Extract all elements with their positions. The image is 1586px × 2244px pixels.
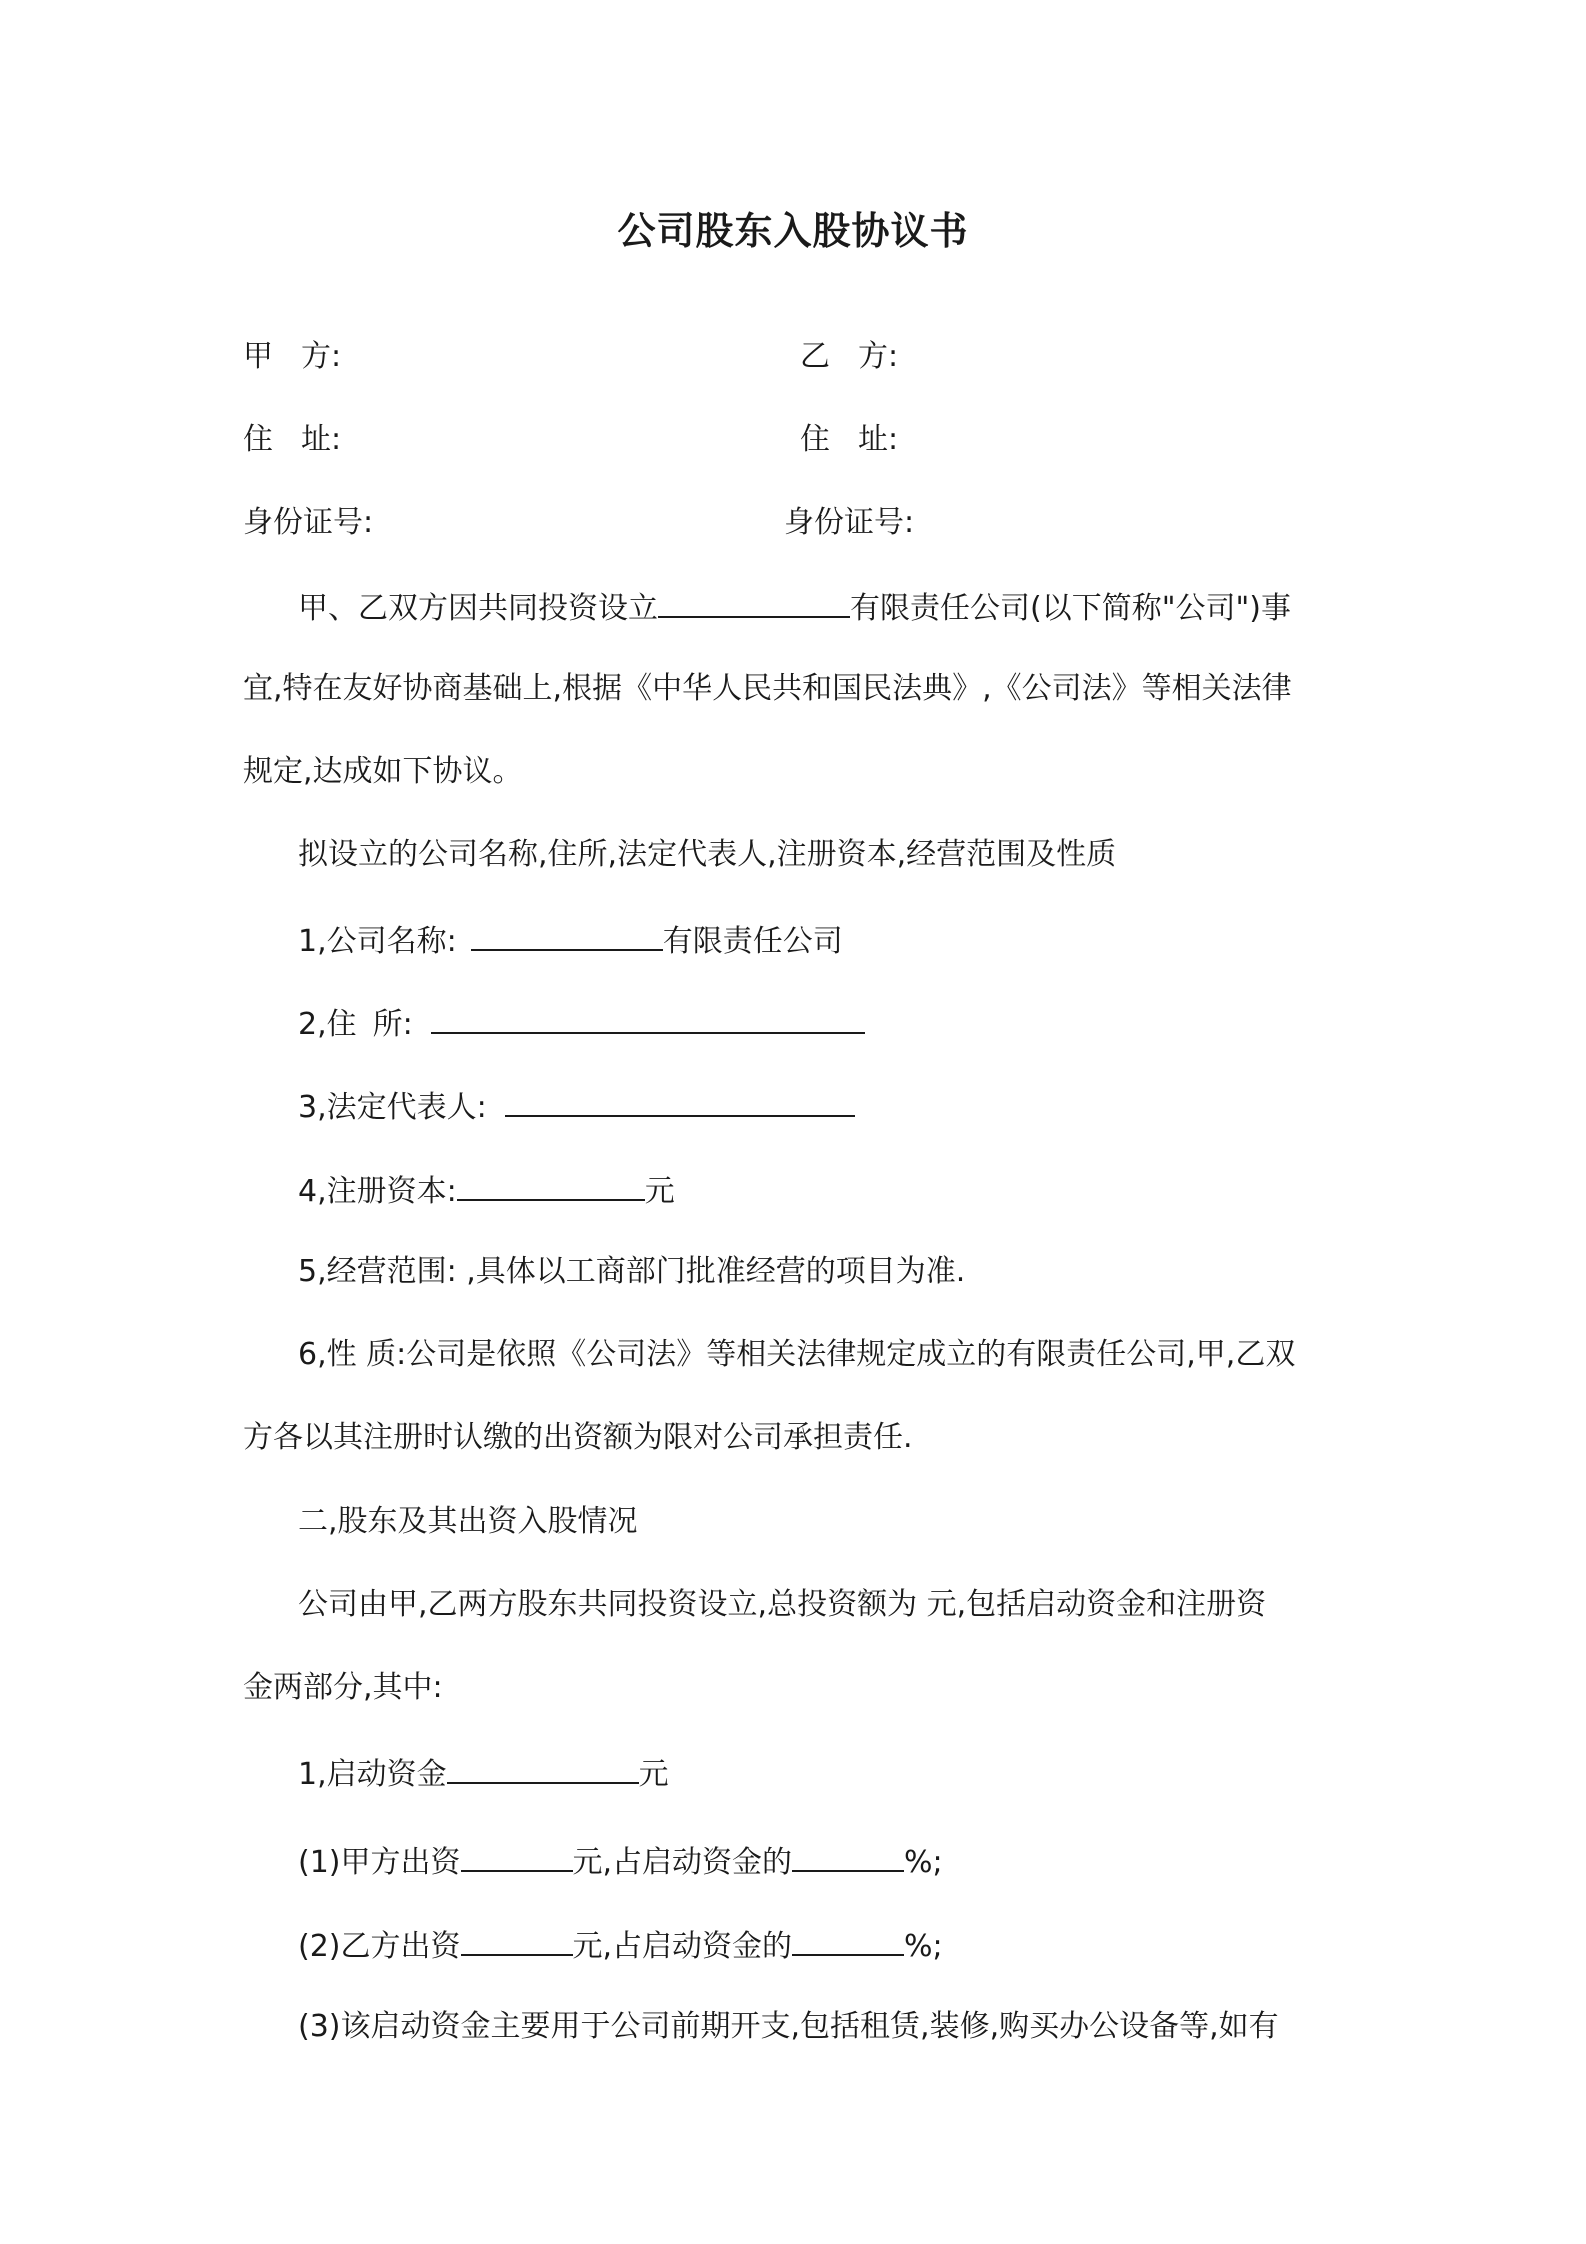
item-business-scope: 5,经营范围: ,具体以工商部门批准经营的项目为准. bbox=[298, 1254, 966, 1289]
section-2-line-2: 金两部分,其中: bbox=[243, 1670, 443, 1705]
item-nature-line-1: 6,性 质:公司是依照《公司法》等相关法律规定成立的有限责任公司,甲,乙双 bbox=[298, 1337, 1296, 1372]
party-a-id-label: 身份证号: bbox=[243, 505, 374, 540]
party-b-label: 乙 方: bbox=[800, 339, 899, 374]
document-title: 公司股东入股协议书 bbox=[617, 209, 969, 253]
company-name-blank[interactable] bbox=[658, 586, 850, 618]
item-registered-capital: 4,注册资本: 元 bbox=[298, 1169, 675, 1212]
startup-usage-line: (3)该启动资金主要用于公司前期开支,包括租赁,装修,购买办公设备等,如有 bbox=[298, 2009, 1279, 2044]
item-company-name: 1,公司名称: 有限责任公司 bbox=[298, 919, 843, 962]
registered-capital-field[interactable] bbox=[457, 1169, 645, 1201]
legal-representative-field[interactable] bbox=[505, 1085, 855, 1117]
party-a-percent-field[interactable] bbox=[792, 1840, 904, 1872]
section-2-heading: 二,股东及其出资入股情况 bbox=[298, 1504, 638, 1539]
party-a-amount-field[interactable] bbox=[461, 1840, 573, 1872]
party-b-percent-field[interactable] bbox=[792, 1924, 904, 1956]
party-a-address-label: 住 址: bbox=[243, 422, 342, 457]
party-a-contribution-line: (1)甲方出资 元,占启动资金的 %; bbox=[298, 1840, 943, 1883]
party-b-address-label: 住 址: bbox=[800, 422, 899, 457]
party-b-id-label: 身份证号: bbox=[784, 505, 915, 540]
party-a-label: 甲 方: bbox=[243, 339, 342, 374]
item-legal-representative: 3,法定代表人: bbox=[298, 1085, 855, 1128]
intro-line-2: 宜,特在友好协商基础上,根据《中华人民共和国民法典》,《公司法》等相关法律 bbox=[243, 671, 1292, 706]
section-1-heading: 拟设立的公司名称,住所,法定代表人,注册资本,经营范围及性质 bbox=[298, 837, 1117, 872]
company-name-field[interactable] bbox=[471, 919, 663, 951]
party-b-contribution-line: (2)乙方出资 元,占启动资金的 %; bbox=[298, 1924, 943, 1967]
startup-capital-line: 1,启动资金 元 bbox=[298, 1752, 669, 1795]
intro-line-1: 甲、乙双方因共同投资设立 有限责任公司(以下简称"公司")事 bbox=[298, 586, 1291, 629]
domicile-field[interactable] bbox=[431, 1002, 865, 1034]
startup-capital-field[interactable] bbox=[447, 1752, 639, 1784]
item-nature-line-2: 方各以其注册时认缴的出资额为限对公司承担责任. bbox=[243, 1420, 913, 1455]
item-domicile: 2,住 所: bbox=[298, 1002, 865, 1045]
section-2-line-1: 公司由甲,乙两方股东共同投资设立,总投资额为 元,包括启动资金和注册资 bbox=[298, 1587, 1267, 1622]
intro-line-3: 规定,达成如下协议。 bbox=[243, 754, 523, 789]
party-b-amount-field[interactable] bbox=[461, 1924, 573, 1956]
